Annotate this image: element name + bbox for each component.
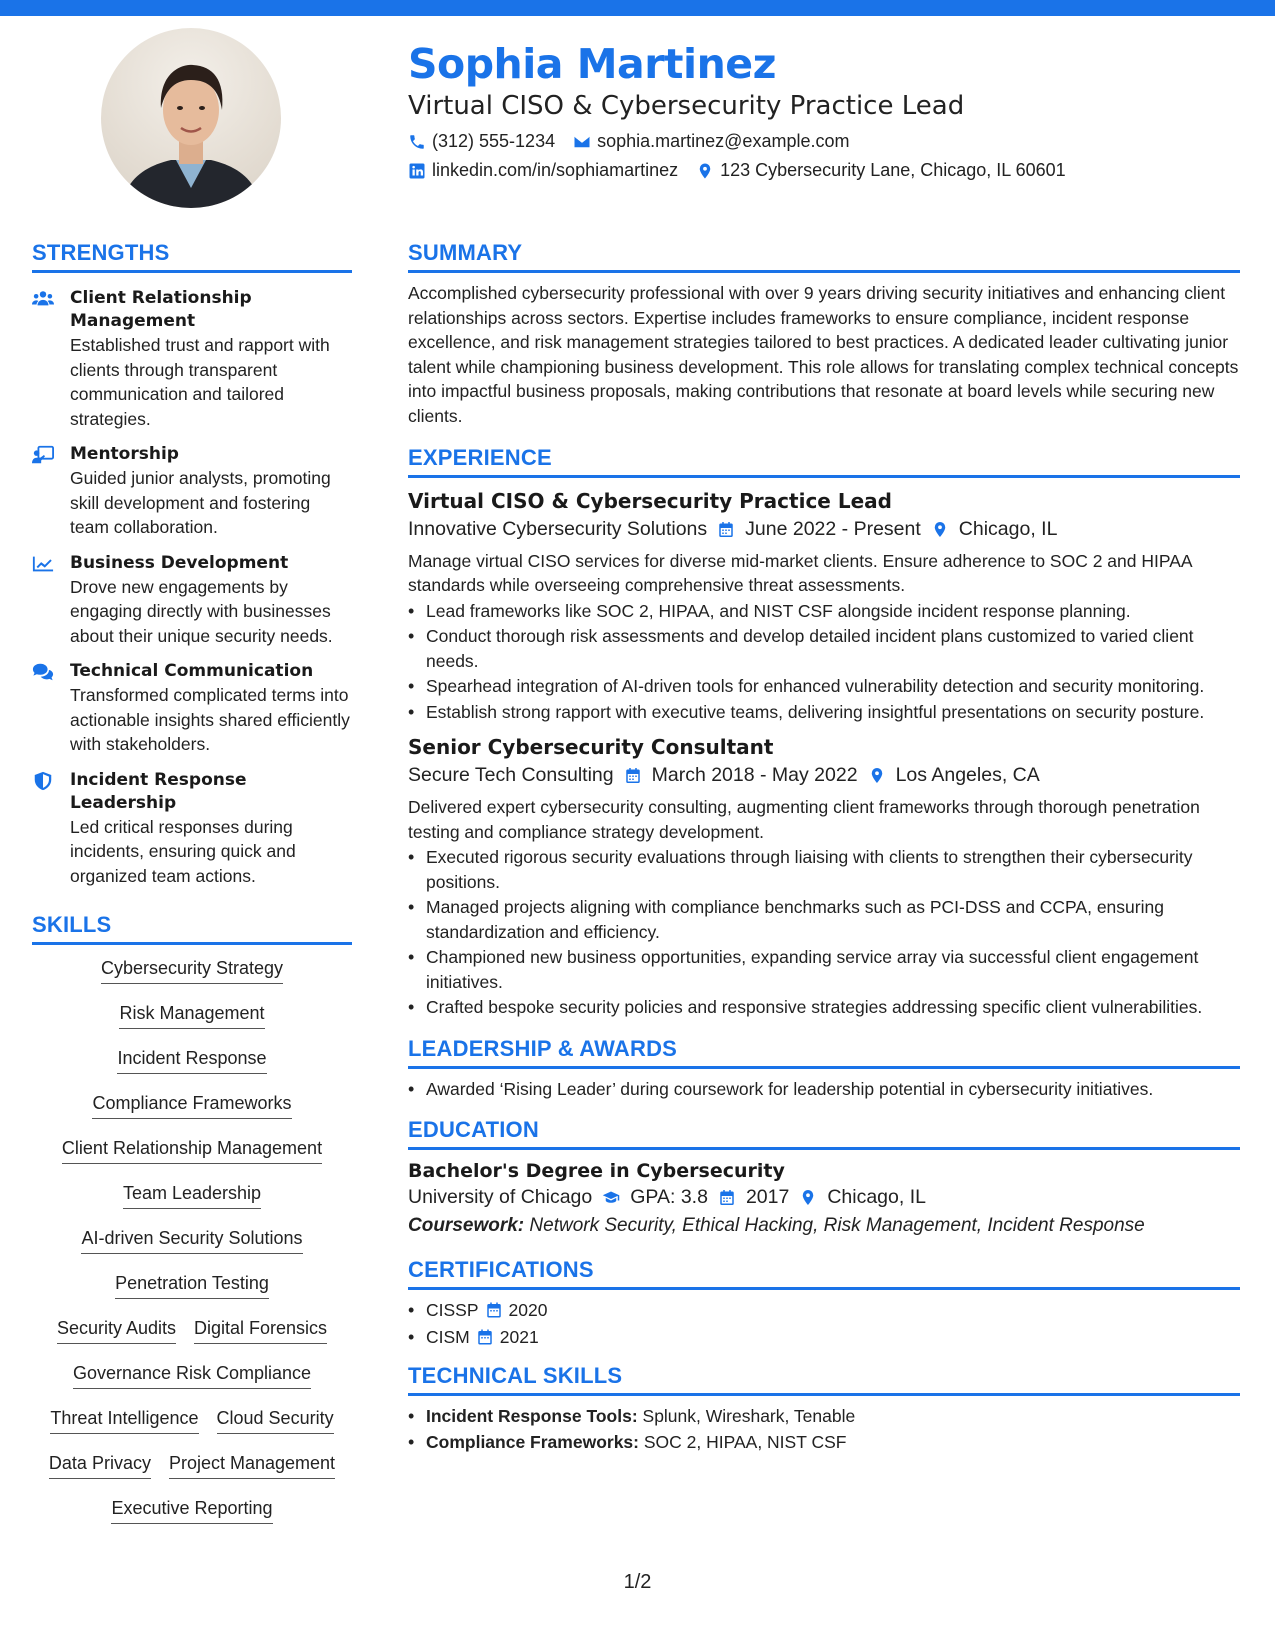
job-description: Manage virtual CISO services for diverse mid-market clients. Ensure adherence to SOC 2 and HIPAA standards while overseeing comprehensive threat assessments. (408, 550, 1192, 596)
school-location: Chicago, IL (827, 1186, 926, 1209)
job-bullet: • Crafted bespoke security policies and responsive strategies addressing specific client vulnerabilities. (408, 995, 1240, 1020)
skills-list (32, 957, 352, 1542)
chart-line-icon (32, 561, 54, 578)
strength-title: Incident Response Leadership (70, 769, 247, 813)
experience-heading: EXPERIENCE (408, 445, 1240, 478)
job-bullet: • Executed rigorous security evaluations through liaising with clients to strengthen their cybersecurity positions. (408, 845, 1240, 894)
address-contact (696, 160, 1066, 181)
map-pin-icon (868, 767, 886, 785)
skills-heading: SKILLS (32, 912, 352, 945)
calendar-icon (485, 1301, 503, 1319)
strength-title: Mentorship (70, 444, 179, 464)
calendar-icon (718, 1189, 736, 1207)
strength-description: Established trust and rapport with clients through transparent communication and tailored strategies. (70, 335, 330, 429)
strength-description: Drove new engagements by engaging directly with businesses about their unique security needs. (70, 576, 333, 646)
strength-item (32, 287, 352, 431)
gpa: GPA: 3.8 (630, 1186, 708, 1209)
skill-tag: AI-driven Security Solutions (81, 1227, 302, 1254)
linkedin-contact[interactable] (408, 160, 678, 181)
certifications-heading: CERTIFICATIONS (408, 1257, 1240, 1290)
skill-tag: Compliance Frameworks (92, 1092, 291, 1119)
skill-tag: Project Management (169, 1452, 335, 1479)
job-dates: June 2022 - Present (745, 517, 921, 540)
phone-text: (312) 555-1234 (432, 131, 556, 152)
cert-year: 2021 (499, 1326, 539, 1347)
top-accent-bar (0, 0, 1275, 16)
strength-item (32, 660, 352, 757)
job-title: Senior Cybersecurity Consultant (408, 735, 774, 760)
calendar-icon (476, 1328, 494, 1346)
job-bullet: • Managed projects aligning with compliance benchmarks such as PCI-DSS and CCPA, ensuring standardization and efficiency. (408, 895, 1240, 944)
technical-skill-value: Splunk, Wireshark, Tenable (642, 1406, 856, 1427)
job-description: Delivered expert cybersecurity consulting, augmenting client frameworks through thorough penetration testing and compliance strategy development. (408, 797, 1200, 842)
technical-skills-list (408, 1404, 1240, 1454)
school-name: University of Chicago (408, 1186, 593, 1209)
strength-item (32, 443, 352, 540)
graduation-year: 2017 (745, 1186, 790, 1209)
job-dates: March 2018 - May 2022 (651, 764, 858, 787)
strength-item (32, 552, 352, 649)
envelope-icon (573, 133, 591, 151)
left-column (32, 240, 352, 1542)
right-column (408, 240, 1240, 1454)
calendar-icon (624, 767, 642, 785)
summary-text: Accomplished cybersecurity professional with over 9 years driving security initiatives and enhancing client relationships across sectors. Expertise includes frameworks to ensure compliance, incident response excellence, and risk management strategies tailored to best practices. A dedicated leader cultivating junior talent while championing business development. This role allows for translating complex technical concepts into impactful business proposals, making contributions that resonate at board levels while securing new clients. (408, 283, 1239, 426)
phone-icon (408, 133, 426, 151)
candidate-title: Virtual CISO & Cybersecurity Practice Lead (408, 91, 965, 122)
job-bullet: • Conduct thorough risk assessments and develop detailed incident plans customized to varied client needs. (408, 624, 1240, 673)
strength-description: Transformed complicated terms into actionable insights shared efficiently with stakeholders. (70, 685, 350, 754)
skill-tag: Team Leadership (123, 1182, 261, 1209)
strength-title: Business Development (70, 552, 289, 573)
job-bullet: • Lead frameworks like SOC 2, HIPAA, and NIST CSF alongside incident response planning. (408, 599, 1240, 624)
teacher-icon (32, 452, 54, 469)
summary-heading: SUMMARY (408, 240, 1240, 273)
job-entry (408, 488, 1240, 725)
awards-list (408, 1077, 1240, 1102)
skill-tag: Governance Risk Compliance (73, 1362, 311, 1389)
job-location: Chicago, IL (958, 517, 1058, 540)
map-pin-icon (696, 162, 714, 180)
job-bullet: • Championed new business opportunities, expanding service array via successful client engagement initiatives. (408, 945, 1240, 994)
job-bullet: • Spearhead integration of AI-driven tools for enhanced vulnerability detection and security monitoring. (408, 674, 1240, 699)
skill-tag: Client Relationship Management (62, 1137, 322, 1164)
education-meta (408, 1186, 1240, 1209)
coursework (408, 1215, 1240, 1237)
candidate-name: Sophia Martinez (408, 40, 776, 88)
email-contact[interactable] (573, 131, 849, 152)
company-name: Innovative Cybersecurity Solutions (408, 517, 708, 540)
company-name: Secure Tech Consulting (408, 764, 614, 787)
technical-skill-item (408, 1430, 1240, 1455)
technical-skill-label: Incident Response Tools: (426, 1406, 638, 1427)
certification-item (408, 1325, 1240, 1350)
calendar-icon (717, 520, 735, 538)
skill-tag: Incident Response (117, 1047, 266, 1074)
skill-tag: Cloud Security (217, 1407, 334, 1434)
strength-description: Guided junior analysts, promoting skill development and fostering team collaboration. (70, 468, 331, 537)
graduation-cap-icon (602, 1189, 620, 1207)
shield-icon (32, 778, 54, 795)
strength-item (32, 769, 352, 889)
skill-tag: Security Audits (57, 1317, 176, 1344)
strength-description: Led critical responses during incidents, ensuring quick and organized team actions. (70, 816, 296, 886)
strength-title: Client Relationship Management (70, 288, 252, 331)
cert-name: • CISM (426, 1326, 470, 1347)
skill-tag: Penetration Testing (115, 1272, 269, 1299)
job-title: Virtual CISO & Cybersecurity Practice Lead (408, 488, 892, 513)
technical-skill-item (408, 1404, 1240, 1429)
job-bullet: • Establish strong rapport with executive teams, delivering insightful presentations on security posture. (408, 700, 1240, 725)
award-item: • Awarded ‘Rising Leader’ during coursework for leadership potential in cybersecurity initiatives. (408, 1077, 1240, 1102)
skill-tag: Risk Management (119, 1002, 264, 1029)
job-location: Los Angeles, CA (895, 764, 1040, 787)
map-pin-icon (799, 1189, 817, 1207)
certifications-list (408, 1298, 1240, 1349)
page-number: 1/2 (623, 1571, 652, 1593)
skill-tag: Digital Forensics (194, 1317, 327, 1344)
users-icon (32, 296, 54, 313)
degree-title: Bachelor's Degree in Cybersecurity (408, 1160, 785, 1183)
comments-icon (32, 669, 54, 686)
cert-name: • CISSP (426, 1300, 479, 1321)
address-text: 123 Cybersecurity Lane, Chicago, IL 60601 (720, 160, 1066, 181)
linkedin-icon (408, 162, 426, 180)
certification-item (408, 1298, 1240, 1323)
email-text: sophia.martinez@example.com (597, 131, 850, 152)
skill-tag: Cybersecurity Strategy (101, 957, 283, 984)
job-bullets (408, 599, 1240, 725)
job-entry (408, 734, 1240, 1020)
strengths-heading: STRENGTHS (32, 240, 352, 273)
education-heading: EDUCATION (408, 1117, 1240, 1150)
skill-tag: Data Privacy (49, 1452, 151, 1479)
technical-skill-value: SOC 2, HIPAA, NIST CSF (643, 1431, 847, 1452)
cert-year: 2020 (508, 1300, 548, 1321)
job-bullets (408, 845, 1240, 1020)
coursework-list: Network Security, Ethical Hacking, Risk Management, Incident Response (529, 1215, 1145, 1237)
strength-title: Technical Communication (70, 661, 314, 681)
skill-tag: Executive Reporting (111, 1497, 272, 1524)
phone-contact[interactable] (408, 131, 555, 152)
linkedin-text: linkedin.com/in/sophiamartinez (432, 160, 679, 181)
technical-skills-heading: TECHNICAL SKILLS (408, 1363, 1240, 1396)
skill-tag: Threat Intelligence (50, 1407, 198, 1434)
technical-skill-label: Compliance Frameworks: (426, 1431, 639, 1452)
resume-header (408, 42, 1248, 181)
map-pin-icon (931, 520, 949, 538)
coursework-label: Coursework: (408, 1215, 525, 1237)
awards-heading: LEADERSHIP & AWARDS (408, 1036, 1240, 1069)
profile-photo (101, 28, 281, 208)
